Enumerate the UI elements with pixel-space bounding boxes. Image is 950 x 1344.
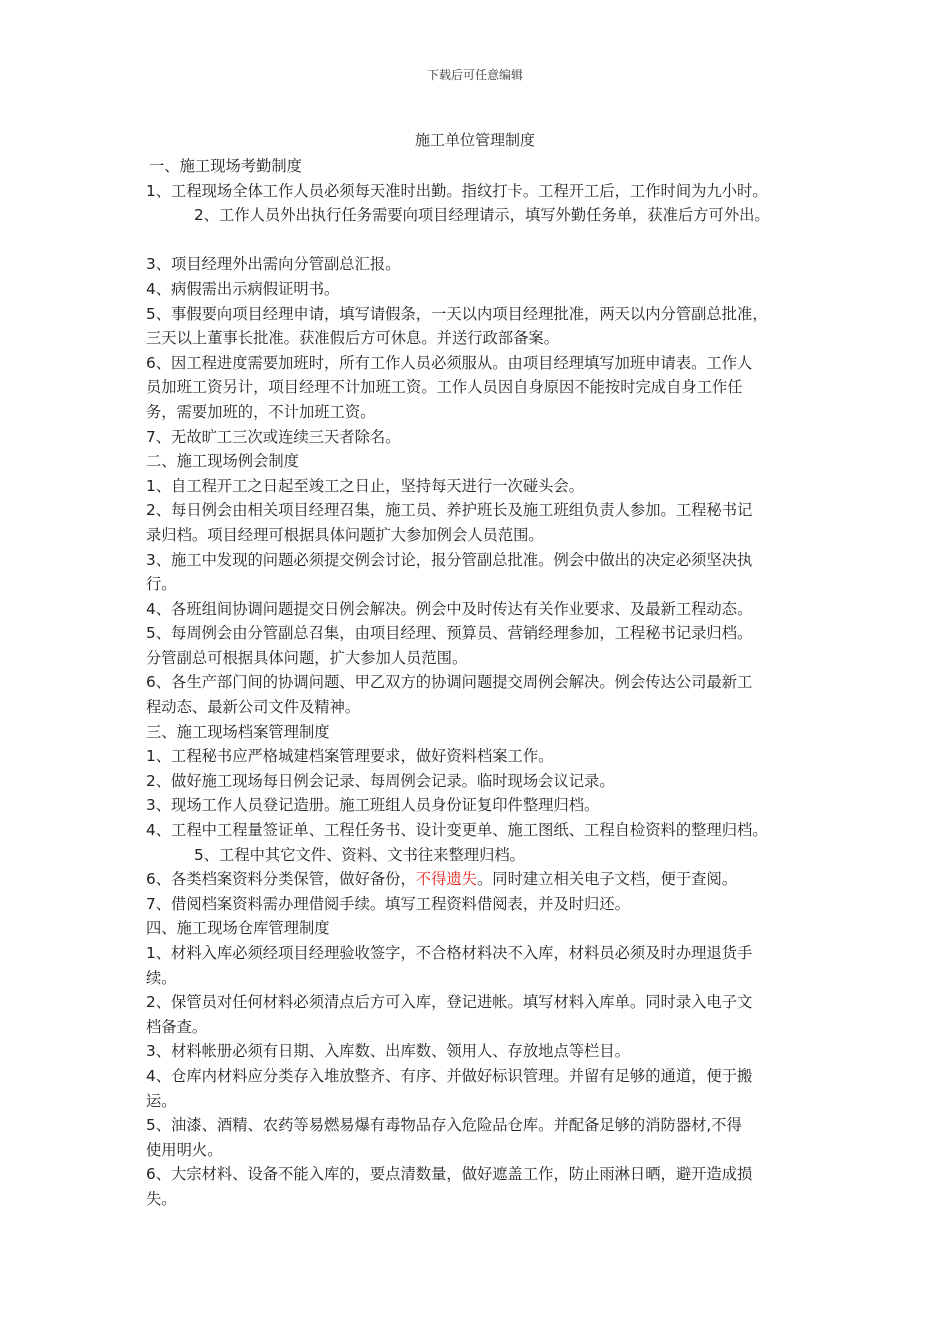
paragraph-line: 4、病假需出示病假证明书。 (146, 279, 340, 298)
line-text: 。同时建立相关电子文档，便于查阅。 (476, 870, 738, 889)
section-heading: 三、施工现场档案管理制度 (146, 722, 330, 741)
paragraph-line: 4、仓库内材料应分类存入堆放整齐、有序、并做好标识管理。并留有足够的通道，便于搬 (146, 1066, 753, 1085)
section-heading: 一、施工现场考勤制度 (149, 157, 302, 175)
paragraph-line: 2、保管员对任何材料必须清点后方可入库，登记进帐。填写材料入库单。同时录入电子文 (146, 993, 753, 1012)
paragraph-line: 1、工程秘书应严格城建档案管理要求，做好资料档案工作。 (146, 747, 554, 766)
paragraph-line: 行。 (146, 575, 177, 594)
paragraph-line: 4、各班组间协调问题提交日例会解决。例会中及时传达有关作业要求、及最新工程动态。 (146, 599, 753, 618)
paragraph-line (146, 867, 826, 892)
emphasis-red-text: 不得遗失 (415, 870, 477, 889)
paragraph-line: 3、施工中发现的问题必须提交例会讨论，报分管副总批准。例会中做出的决定必须坚决执 (146, 550, 753, 569)
paragraph-line: 5、油漆、酒精、农药等易燃易爆有毒物品存入危险品仓库。并配备足够的消防器材,不得 (146, 1116, 742, 1135)
paragraph-line: 3、材料帐册必须有日期、入库数、出库数、领用人、存放地点等栏目。 (146, 1042, 630, 1061)
paragraph-line: 运。 (146, 1091, 177, 1110)
paragraph-line: 5、工程中其它文件、资料、文书往来整理归档。 (194, 845, 525, 864)
document-body (146, 154, 826, 1212)
paragraph-line: 5、事假要向项目经理申请，填写请假条，一天以内项目经理批准，两天以内分管副总批准， (146, 304, 768, 323)
paragraph-line: 7、无故旷工三次或连续三天者除名。 (146, 427, 401, 446)
paragraph-line: 录归档。项目经理可根据具体问题扩大参加例会人员范围。 (146, 525, 544, 544)
paragraph-line: 失。 (146, 1189, 177, 1208)
line-text: 6、各类档案资料分类保管，做好备份， (146, 870, 416, 889)
paragraph-line: 6、各生产部门间的协调问题、甲乙双方的协调问题提交周例会解决。例会传达公司最新工 (146, 673, 753, 692)
paragraph-line: 1、自工程开工之日起至竣工之日止，坚持每天进行一次碰头会。 (146, 476, 585, 495)
paragraph-line: 分管副总可根据具体问题，扩大参加人员范围。 (146, 648, 468, 667)
section-heading: 四、施工现场仓库管理制度 (146, 919, 330, 938)
paragraph-line: 2、每日例会由相关项目经理召集，施工员、养护班长及施工班组负责人参加。工程秘书记 (146, 501, 753, 520)
paragraph-line: 三天以上董事长批准。获准假后方可休息。并送行政部备案。 (146, 329, 560, 348)
paragraph-line: 3、项目经理外出需向分管副总汇报。 (146, 255, 401, 274)
paragraph-line: 7、借阅档案资料需办理借阅手续。填写工程资料借阅表，并及时归还。 (146, 894, 630, 913)
paragraph-line: 2、做好施工现场每日例会记录、每周例会记录。临时现场会议记录。 (146, 771, 615, 790)
paragraph-line: 程动态、最新公司文件及精神。 (146, 698, 361, 717)
paragraph-line: 5、每周例会由分管副总召集，由项目经理、预算员、营销经理参加，工程秘书记录归档。 (146, 624, 753, 643)
paragraph-line: 4、工程中工程量签证单、工程任务书、设计变更单、施工图纸、工程自检资料的整理归档。 (146, 821, 768, 840)
paragraph-line: 6、大宗材料、设备不能入库的，要点清数量，做好遮盖工作，防止雨淋日晒，避开造成损 (146, 1165, 753, 1184)
paragraph-line: 续。 (146, 968, 177, 987)
paragraph-line: 务，需要加班的，不计加班工资。 (146, 402, 376, 421)
paragraph-line: 员加班工资另计，项目经理不计加班工资。工作人员因自身原因不能按时完成自身工作任 (146, 378, 743, 397)
paragraph-line: 使用明火。 (146, 1140, 223, 1159)
paragraph-line: 2、工作人员外出执行任务需要向项目经理请示，填写外勤任务单，获准后方可外出。 (194, 206, 770, 225)
document-title: 施工单位管理制度 (414, 131, 535, 149)
section-heading: 二、施工现场例会制度 (146, 452, 299, 471)
paragraph-line: 3、现场工作人员登记造册。施工班组人员身份证复印件整理归档。 (146, 796, 600, 815)
paragraph-line: 1、工程现场全体工作人员必须每天准时出勤。指纹打卡。工程开工后，工作时间为九小时。 (146, 181, 768, 200)
page-header-watermark: 下载后可任意编辑 (426, 68, 523, 82)
paragraph-line: 6、因工程进度需要加班时，所有工作人员必须服从。由项目经理填写加班申请表。工作人 (146, 353, 753, 372)
paragraph-line: 档备查。 (146, 1017, 208, 1036)
blank-line (146, 228, 826, 253)
paragraph-line: 1、材料入库必须经项目经理验收签字，不合格材料决不入库，材料员必须及时办理退货手 (146, 944, 753, 962)
